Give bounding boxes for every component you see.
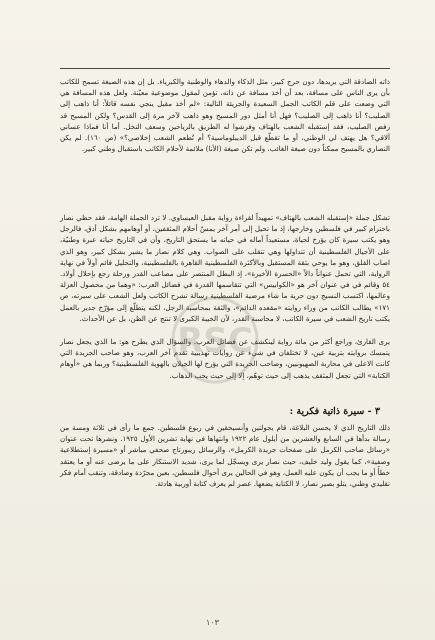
paragraph-1-text: ذاته الصادقة التي يريدها، دون حرج كبير، مثل الذكاء والدهاء والوطنية والكبرياء. بل إن هذه الصيغة تسمح للكاتب بأن يرى الناس على مسافة، بعد أن أخذ مسافة عن ذاته، تؤمن لمقول موضوعية معيّنة. ولعل هذه المسافة هي التي وضعت على قلم الكاتب الجمل السعيدة والجريئة التالية: «لم أخذ مقبل ينجي نفسه قائلاً: أنا ذاهب إلى الصليب؟ أنا ذاهب إلى الصليب؟ فهل أنا أمثل دور المسيح وهو ذاهب لآخر مرة إلى القدس؟ ولكن المسيح قد رفض الصليب، فقد إستقبله الشعب بالهتاف وفرشوا له الطريق بالرياحين وسعف النخل. أما أنا فماذا عساني آلاقي؟ هل يهتف لي الوطني، أو ما تقطّع قبل الديبلوماسية؟ أم تُطعم الشعب إخلاصي؟» (ص ١٦٠). لم يكن النصاري بالمسيح ممكناً دون صيغة الغائب، ولم تكن صيغة (الأنا) ملائمة لأحلام الكاتب باستقبال وطني كبير.	[60, 77, 390, 154]
top-divider	[60, 68, 390, 69]
paragraph-4	[60, 422, 390, 489]
paragraph-2-text: تشكل جملة «إستقبله الشعب بالهتاف» تمهيداً لقراءة رواية مقبل العيساوي. لا ترد الجملة الهامة، فقد حظي نصار باحترام كبير في فلسطين وخارجها، إذ ما تحيل إلى أمر آخر يمسّ أحلام المثقفين، أو أوهامهم بشكل أدق، فالرجل وهو يكتب سيرة كان يؤرخ لحياة، مستعيداً آماله في حياته ما يستحق التاريخ، وأن في التاريخ حياته عبرة وطنيّة، على الأجيال الفلسطينية أن تتداولها وهي تتقلب على الصواب. وهي كلام نصار ما يشير بشكل كبير، وهو الذي اصاب القلق، وهو ما يوحي بثقة المستقبل وبالأكثرة الفلسطينية القاهرة بالفلسطينية، والتحليل قائم أولاً في نهاية الرواية، التي تحمل عنواناً دالاً «الحسرة الأخيرة»، إذ البطل المنتصر على مصاعب القدر ورحلة رجع بإحلال أولاد. ٥٤ وقائم في في عنوان آخر هو «الكوابيس» التي تتقاسمها القدرة في فضائل العرب: «وهما من محصول العزلة وعالمها، اكتسب النسيج دون حرية ما شاء مرضية الفلسطينية رسالة تشرح الكاتب ولعل الشعب على سيرته، ص ١٧١» يطالب الكاتب من وراء روايته «مقعده الدائم»، والثقة بمحاسبة الرجل، لكنه يتطلّع إلى مؤرّخ جدير بالعمل يكتب تاريخ الشعب في سيرة الكاتب، لا محاسبة القدر، لأن الخيبة الكبرى لا تنتج عن الظن، بل عن الأحداث.	[60, 213, 390, 323]
paragraph-2	[60, 212, 390, 324]
watermark-text: RSC	[177, 321, 253, 361]
paragraph-1	[60, 76, 390, 154]
paragraph-4-text: ذلك التاريخ الذي لا يحسن البلاغة، قام بجولتين وأنسيحقين في ربوع فلسطين. جمع ما رأى في ثلاثة ومسة من رسالة بدأها في السابع والعشرين من أيلول عام ١٩٢٢ وانتهاها في نهاية تشرين الأول ١٩٢٥. ونشرها تحت عنوان «رسائل صاحب الكرمل على صفحات جريدة الكرمل»، والرسائل ريبورتاج صحفي مباشر أو «مسيرة إستطلاعية وصفية»، كما يقول وليد خليف، حيث نصار يرى ويسجّل لما يرى، شديد الاستنكار على ما يرضى عنه أو ما يعتقد خطأً أو ما يجب أن يكون عليه العمل، وهو في الحالين يرى أحوال فلسطين، بعين مجرّدة وصادقة، وتنقب أمام فكر تقليدي وطني، يتلو بصير نصار، لا الكتابة يضعها. عصر لم يعرف كتابة أوربية هادئة.	[60, 423, 390, 489]
paragraph-3-text: يرى القارئ، وراجع أكثر من مائة رواية لينكشف عن فضائل العرب. والسؤال الذي يطرح هو: ما الذي يجعل نصار يتمسك بروايته بتربية عين، لا تختلفان في شيء عن روايات تهذيبية تقدم آخر العرب، وهو صاحب الجريدة التي كانت الاعلى في محاربة الصهيونيين، وصاحب الجريدة التي يؤرخ لها الجيلان بالهوية الفلسطينية؟ وربما هي «أوهام الكتابة» التي تجعل المثقف يذهب إلى حيث توهّم، إلا إلى حيث يحب الذهاب.	[60, 337, 390, 380]
page-number: ١٠٣	[206, 618, 219, 627]
paragraph-3	[60, 336, 390, 381]
section-heading: ٣ - سيرة ذاتية فكرية :	[289, 406, 380, 417]
